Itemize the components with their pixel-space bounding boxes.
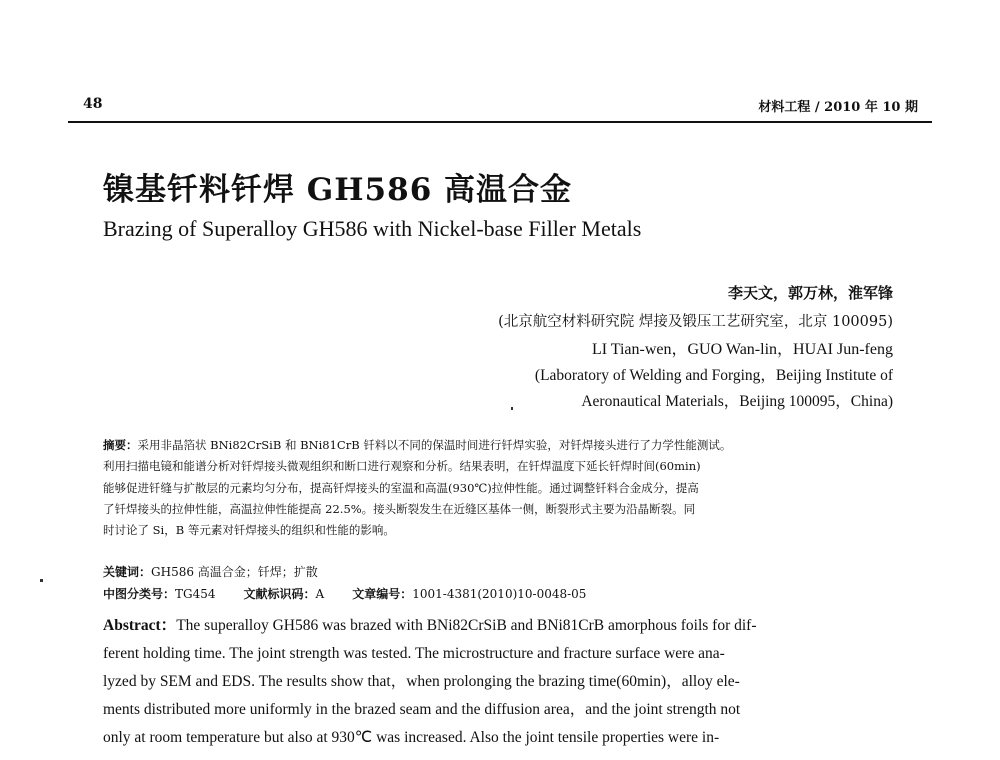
abstract-en-line: only at room temperature but also at 930℃ was increased. Also the joint tensile properties were in- bbox=[103, 729, 720, 746]
affiliation-en-line-2: Aeronautical Materials，Beijing 100095，China) bbox=[581, 393, 893, 410]
print-speck bbox=[40, 579, 43, 582]
journal-header: 材料工程 / 2010 年 10 期 bbox=[758, 100, 918, 115]
doc-code-label: 文献标识码： bbox=[243, 587, 316, 601]
classification-line bbox=[103, 585, 586, 602]
abstract-zh-label: 摘要： bbox=[103, 438, 138, 452]
abstract-en-line: ments distributed more uniformly in the brazed seam and the diffusion area，and the joint strength not bbox=[103, 701, 741, 718]
abstract-en-line: lyzed by SEM and EDS. The results show that，when prolonging the brazing time(60min)，alloy ele- bbox=[103, 673, 740, 690]
print-speck bbox=[511, 407, 513, 410]
affiliation-zh: (北京航空材料研究院 焊接及锻压工艺研究室，北京 100095) bbox=[498, 314, 893, 330]
keywords-value: GH586 高温合金；钎焊；扩散 bbox=[151, 565, 318, 579]
page-number: 48 bbox=[83, 96, 103, 112]
title-en: Brazing of Superalloy GH586 with Nickel-base Filler Metals bbox=[103, 216, 642, 241]
abstract-en-line: ferent holding time. The joint strength was tested. The microstructure and fracture surface were ana- bbox=[103, 645, 725, 662]
article-number-label: 文章编号： bbox=[352, 587, 413, 601]
authors-zh: 李天文，郭万林，淮军锋 bbox=[727, 284, 893, 302]
abstract-zh-line: 了钎焊接头的拉伸性能，高温拉伸性能提高 22.5%。接头断裂发生在近缝区基体一侧，断裂形式主要为沿晶断裂。同 bbox=[103, 501, 696, 516]
clc-label: 中图分类号： bbox=[103, 587, 176, 601]
keywords bbox=[103, 563, 318, 580]
authors-en: LI Tian-wen，GUO Wan-lin，HUAI Jun-feng bbox=[591, 341, 893, 358]
title-zh: 镍基钎料钎焊 GH586 高温合金 bbox=[103, 172, 573, 208]
article-number-value: 1001-4381(2010)10-0048-05 bbox=[412, 587, 587, 601]
abstract-en-text: The superalloy GH586 was brazed with BNi82CrSiB and BNi81CrB amorphous foils for dif- bbox=[176, 617, 757, 634]
abstract-en-line bbox=[103, 612, 898, 640]
abstract-zh-line: 利用扫描电镜和能谱分析对钎焊接头微观组织和断口进行观察和分析。结果表明，在钎焊温度下延长钎焊时间(60min) bbox=[103, 459, 701, 474]
abstract-zh-text: 采用非晶箔状 BNi82CrSiB 和 BNi81CrB 钎料以不同的保温时间进行钎焊实验，对钎焊接头进行了力学性能测试。 bbox=[137, 438, 732, 452]
clc-value: TG454 bbox=[175, 587, 216, 601]
keywords-label: 关键词： bbox=[103, 565, 152, 579]
abstract-zh-line: 时讨论了 Si，B 等元素对钎焊接头的组织和性能的影响。 bbox=[103, 523, 395, 538]
abstract-en-label: Abstract： bbox=[103, 617, 177, 634]
header-rule bbox=[68, 121, 932, 123]
abstract-zh-line: 能够促进钎缝与扩散层的元素均匀分布，提高钎焊接头的室温和高温(930℃)拉伸性能。通过调整钎料合金成分，提高 bbox=[103, 480, 699, 495]
affiliation-en-line-1: (Laboratory of Welding and Forging，Beijing Institute of bbox=[534, 367, 893, 384]
doc-code-value: A bbox=[315, 587, 325, 601]
abstract-en bbox=[103, 612, 898, 752]
abstract-zh bbox=[103, 435, 898, 541]
abstract-zh-line bbox=[103, 435, 898, 456]
